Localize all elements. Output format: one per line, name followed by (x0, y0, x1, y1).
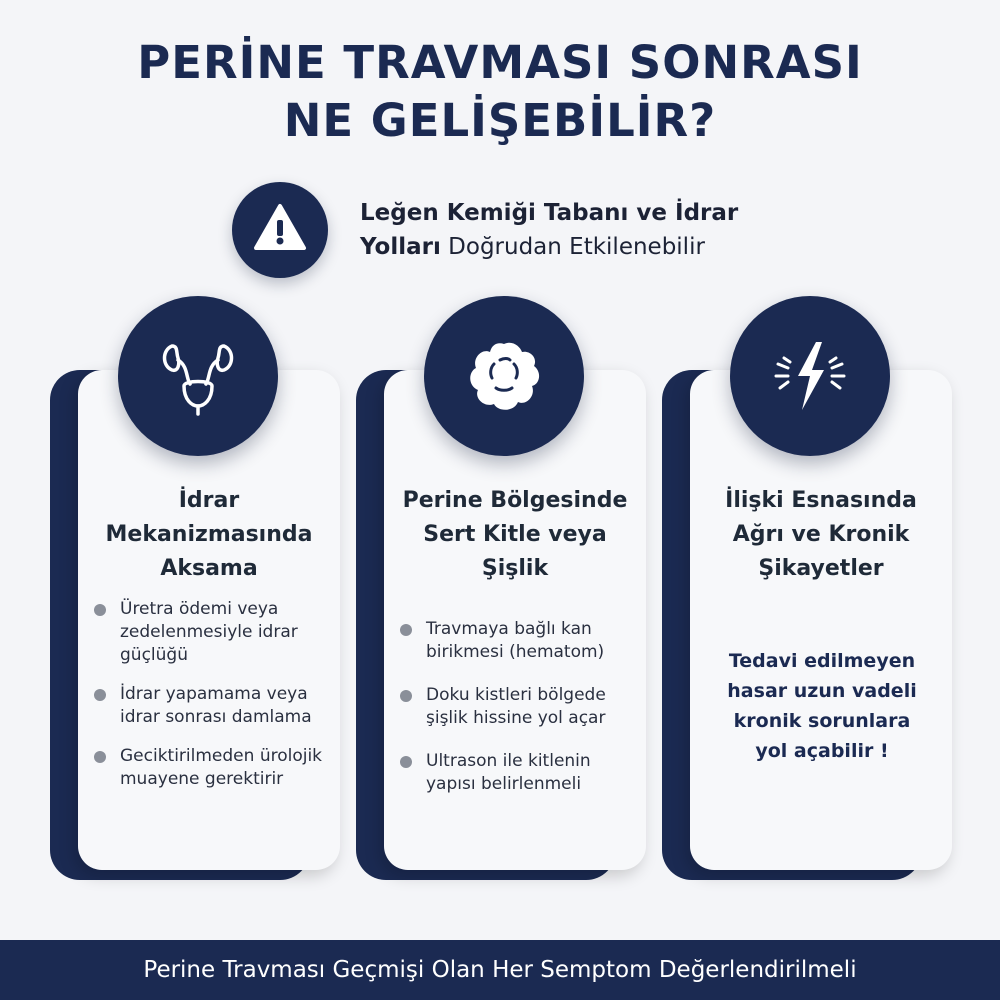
list-item (400, 618, 640, 664)
warning-line-2-rest: Doğrudan Etkilenebilir (440, 234, 705, 260)
card-urinary (50, 296, 350, 881)
list-item (400, 684, 640, 730)
note-line: Tedavi edilmeyen (728, 650, 916, 672)
heading-line: Perine Bölgesinde (402, 488, 628, 513)
heading-line: İdrar (178, 488, 240, 513)
warning-line-2 (360, 230, 800, 264)
note-line: yol açabilir ! (755, 740, 889, 762)
bullet-dot (400, 690, 412, 702)
card-heading (690, 484, 952, 586)
bullet-text: Ultrason ile kitlenin yapısı belirlenmeli (426, 751, 591, 794)
warning-triangle-icon (232, 182, 328, 278)
swelling-mass-icon (424, 296, 584, 456)
bullet-dot (94, 604, 106, 616)
bullet-dot (400, 756, 412, 768)
card-swelling (356, 296, 656, 881)
card-heading (384, 484, 646, 586)
bullet-text: Doku kistleri bölgede şişlik hissine yol açar (426, 685, 606, 728)
card-note (702, 646, 942, 766)
card-pain (662, 296, 962, 881)
list-item (400, 750, 640, 796)
list-item (94, 683, 334, 729)
bullet-list (94, 598, 334, 807)
bullet-text: Geciktirilmeden ürolojik muayene gerektirir (120, 746, 323, 789)
bullet-text: Üretra ödemi veya zedelenmesiyle idrar güçlüğü (120, 599, 298, 665)
title-line-2: NE GELİŞEBİLİR? (283, 94, 717, 147)
heading-line: Şişlik (481, 556, 549, 581)
urinary-system-icon (118, 296, 278, 456)
title-line-1: PERİNE TRAVMASI SONRASI (137, 36, 863, 89)
bullet-list (400, 618, 640, 812)
card-heading (78, 484, 340, 586)
footer-banner: Perine Travması Geçmişi Olan Her Semptom Değerlendirilmeli (0, 940, 1000, 1000)
bullet-dot (400, 624, 412, 636)
note-line: kronik sorunlara (733, 710, 911, 732)
bullet-dot (94, 689, 106, 701)
heading-line: Ağrı ve Kronik (732, 522, 910, 547)
list-item (94, 598, 334, 667)
list-item (94, 745, 334, 791)
warning-line-2-bold: Yolları (360, 234, 441, 260)
page-title (0, 34, 1000, 150)
note-line: hasar uzun vadeli (727, 680, 917, 702)
warning-banner (232, 182, 792, 282)
bullet-text: Travmaya bağlı kan birikmesi (hematom) (426, 619, 605, 662)
heading-line: Mekanizmasında (105, 522, 313, 547)
heading-line: Şikayetler (758, 556, 884, 581)
warning-line-1: Leğen Kemiği Tabanı ve İdrar (360, 200, 739, 226)
pain-lightning-icon (730, 296, 890, 456)
heading-line: İlişki Esnasında (725, 488, 917, 513)
bullet-text: İdrar yapamama veya idrar sonrası damlama (120, 684, 312, 727)
bullet-dot (94, 751, 106, 763)
heading-line: Sert Kitle veya (423, 522, 607, 547)
warning-text (360, 196, 800, 264)
heading-line: Aksama (160, 556, 258, 581)
